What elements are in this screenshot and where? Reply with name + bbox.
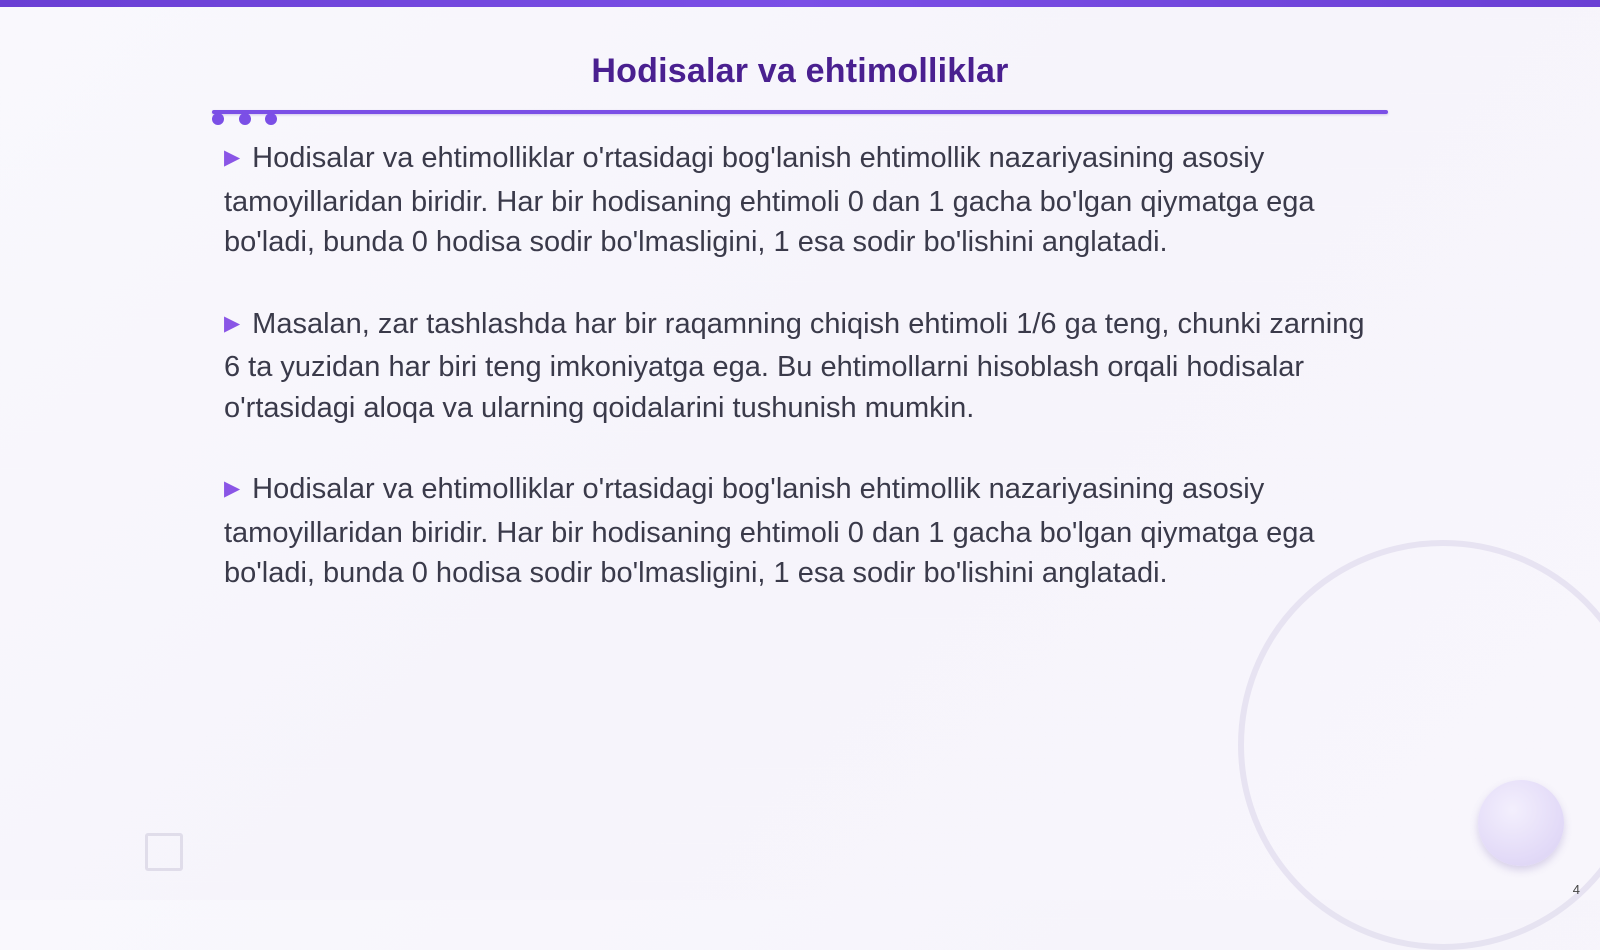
decorative-square-outline [145,833,183,871]
slide-title: Hodisalar va ehtimolliklar [591,52,1009,90]
bullet-text: Masalan, zar tashlashda har bir raqamning chiqish ehtimoli 1/6 ga teng, chunki zarning 6 ta yuzidan har biri teng imkoniyatga ega. Bu ehtimollarni hisoblash orqali hodisalar o'rtasidagi aloqa va ularning qoidalarini tushunish mumkin. [224,307,1365,424]
bullet-item [224,469,1384,594]
bullet-text: Hodisalar va ehtimolliklar o'rtasidagi bog'lanish ehtimollik nazariyasining asosiy tamoyillaridan biridir. Har bir hodisaning ehtimoli 0 dan 1 gacha bo'lgan qiymatga ega bo'ladi, bunda 0 hodisa sodir bo'lmasligini, 1 esa sodir bo'lishini anglatadi. [224,142,1315,258]
bullet-item [224,138,1384,263]
bullet-text: Hodisalar va ehtimolliklar o'rtasidagi bog'lanish ehtimollik nazariyasining asosiy tamoyillaridan biridir. Har bir hodisaning ehtimoli 0 dan 1 gacha bo'lgan qiymatga ega bo'ladi, bunda 0 hodisa sodir bo'lmasligini, 1 esa sodir bo'lishini anglatadi. [224,473,1315,589]
title-underline [212,110,1388,114]
top-accent-bar [0,0,1600,7]
page-number: 4 [1572,882,1580,897]
decorative-sphere [1478,780,1564,866]
bullet-arrow-icon: ▶ [224,146,241,169]
decorative-dot [212,113,224,125]
bullet-arrow-icon: ▶ [224,477,241,500]
decorative-dot [265,113,277,125]
bullet-item [224,304,1384,429]
bullet-arrow-icon: ▶ [224,311,241,335]
decorative-dot [239,113,251,125]
slide-content [224,138,1384,635]
